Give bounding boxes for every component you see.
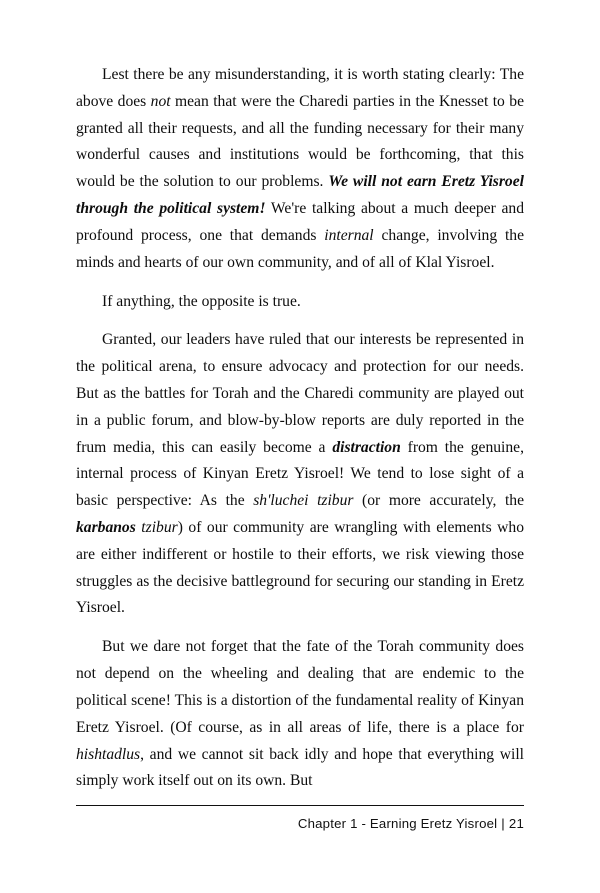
- emphasis-text: hishtadlus: [76, 745, 141, 763]
- plain-text: (or more accurately, the: [353, 492, 524, 510]
- plain-text: ) of our community are wrangling with elements who are either indifferent or hostile to their efforts, we risk viewing those struggles as the decisive battleground for securing our standing in Eretz Yisroel.: [76, 519, 524, 617]
- plain-text: We're talking about a much deeper and profound process, one that demands: [76, 200, 524, 244]
- plain-text: Lest there be any misunderstanding, it is worth stating clearly: The above does: [76, 66, 524, 110]
- body-paragraph: [76, 289, 524, 316]
- footer-divider: [76, 805, 524, 806]
- footer-text: [76, 816, 524, 831]
- strong-emphasis-text: We will not earn Eretz Yisroel through the political system!: [76, 173, 524, 218]
- plain-text: Granted, our leaders have ruled that our interests be represented in the political arena, to ensure advocacy and protection for our needs. But as the battles for Torah and the Charedi community are played out in a public forum, and blow-by-blow reports are duly reported in the frum media, this can easily become a: [76, 331, 524, 456]
- plain-text: If anything, the opposite is true.: [102, 292, 301, 310]
- emphasis-text: not: [150, 92, 171, 110]
- footer-separator: |: [501, 816, 505, 831]
- footer-page-number: 21: [508, 816, 524, 831]
- strong-emphasis-text: distraction: [332, 438, 401, 456]
- plain-text: But we dare not forget that the fate of the Torah community does not depend on the wheeling and dealing that are endemic to the political scene! This is a distortion of the fundamental reality of Kinyan Eretz Yisroel. (Of course, as in all areas of life, there is a place for: [76, 638, 524, 736]
- plain-text: from the genuine, internal process of Kinyan Eretz Yisroel! We tend to lose sight of a basic perspective: As the: [76, 438, 524, 510]
- plain-text: mean that were the Charedi parties in the Knesset to be granted all their requests, and all the funding necessary for their many wonderful causes and institutions would be forthcoming, that this would be the solution to our problems.: [76, 92, 524, 191]
- body-paragraph: [76, 634, 524, 795]
- body-paragraph: [76, 327, 524, 622]
- plain-text: , and we cannot sit back idly and hope that everything will simply work itself out on its own. But: [76, 745, 524, 790]
- footer-chapter-label: Chapter 1 - Earning Eretz Yisroel: [297, 816, 498, 831]
- emphasis-text: tzibur: [135, 519, 178, 536]
- emphasis-text: sh'luchei tzibur: [253, 492, 354, 510]
- body-paragraph: [76, 62, 524, 277]
- strong-emphasis-text: karbanos: [76, 519, 136, 536]
- page-footer: [76, 805, 524, 831]
- plain-text: change, involving the minds and hearts of our own community, and of all of Klal Yisroel.: [76, 226, 524, 271]
- emphasis-text: internal: [324, 226, 374, 244]
- page-body: [76, 62, 524, 795]
